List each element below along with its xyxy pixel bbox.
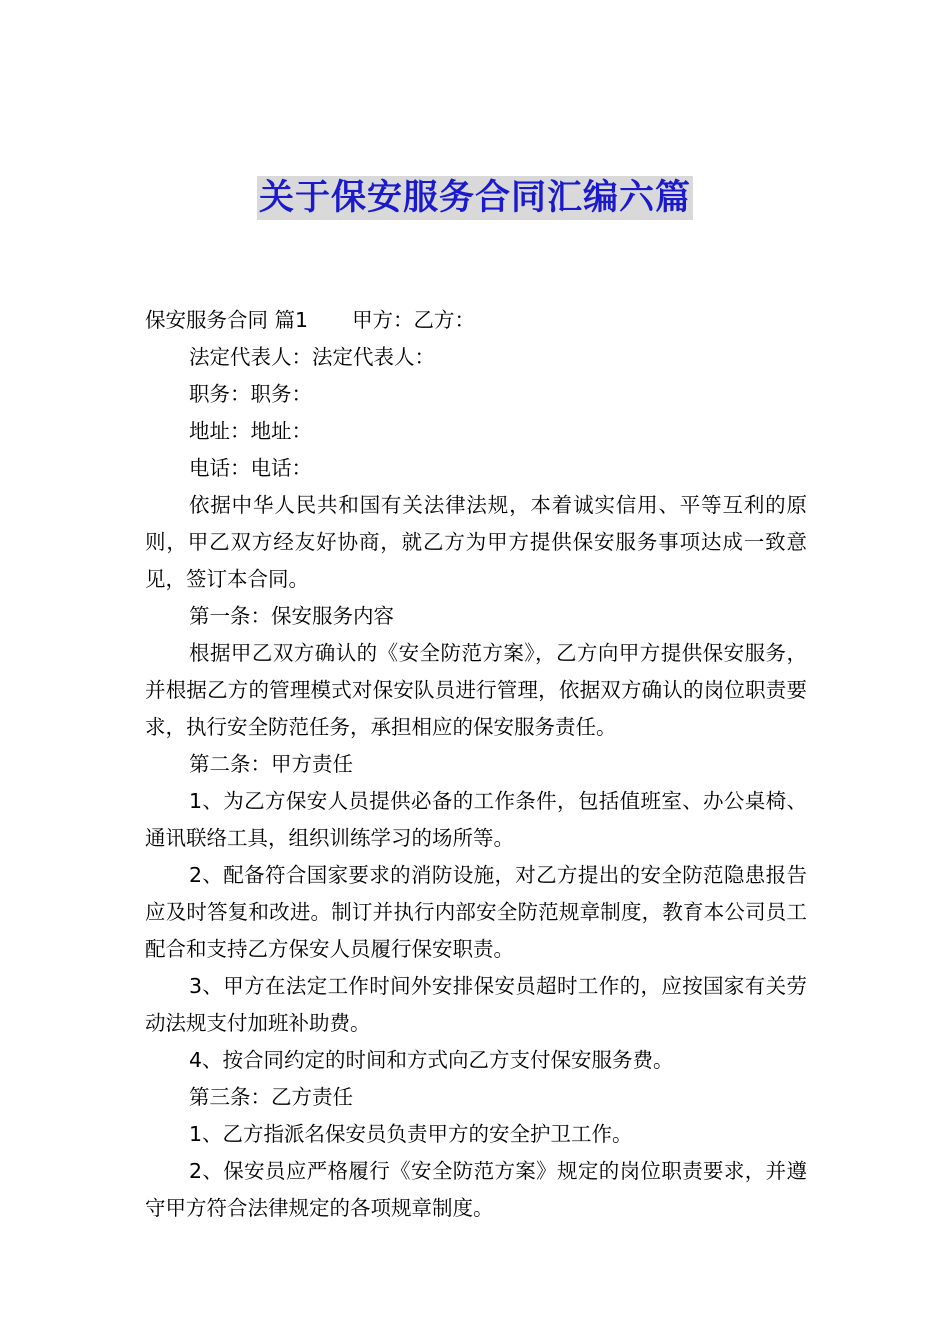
- party-labels: 甲方：乙方：: [352, 308, 476, 332]
- paragraph-preamble: 依据中华人民共和国有关法律法规，本着诚实信用、平等互利的原则，甲乙双方经友好协商，就乙方为甲方提供保安服务事项达成一致意见，签订本合同。: [145, 493, 807, 591]
- article-1-body: 根据甲乙双方确认的《安全防范方案》，乙方向甲方提供保安服务，并根据乙方的管理模式对保安队员进行管理，依据双方确认的岗位职责要求，执行安全防范任务，承担相应的保安服务责任。: [145, 641, 807, 739]
- article-2-item-2: 2、配备符合国家要求的消防设施，对乙方提出的安全防范隐患报告应及时答复和改进。制订并执行内部安全防范规章制度，教育本公司员工配合和支持乙方保安人员履行保安职责。: [145, 863, 807, 961]
- article-3-heading: 第三条：乙方责任: [189, 1085, 353, 1109]
- article-2-heading: 第二条：甲方责任: [189, 752, 353, 776]
- article-1-heading: 第一条：保安服务内容: [189, 604, 394, 628]
- title-container: [0, 176, 950, 220]
- paragraph-phone: 电话：电话：: [189, 456, 312, 480]
- article-3-item-1: 1、乙方指派名保安员负责甲方的安全护卫工作。: [189, 1122, 633, 1146]
- paragraph-legal-representative: 法定代表人：法定代表人：: [189, 345, 435, 369]
- document-body: [145, 302, 807, 1227]
- document-title: 关于保安服务合同汇编六篇: [258, 178, 691, 218]
- paragraph-address: 地址：地址：: [189, 419, 312, 443]
- article-3-item-2: 2、保安员应严格履行《安全防范方案》规定的岗位职责要求，并遵守甲方符合法律规定的各项规章制度。: [145, 1159, 807, 1220]
- article-2-item-3: 3、甲方在法定工作时间外安排保安员超时工作的，应按国家有关劳动法规支付加班补助费。: [145, 974, 807, 1035]
- article-2-item-4: 4、按合同约定的时间和方式向乙方支付保安服务费。: [189, 1048, 674, 1072]
- paragraph-position: 职务：职务：: [189, 382, 312, 406]
- article-2-item-1: 1、为乙方保安人员提供必备的工作条件，包括值班室、办公桌椅、通讯联络工具，组织训练学习的场所等。: [145, 789, 807, 850]
- contract-heading: 保安服务合同 篇1: [145, 308, 309, 332]
- contract-first-line: [145, 302, 807, 339]
